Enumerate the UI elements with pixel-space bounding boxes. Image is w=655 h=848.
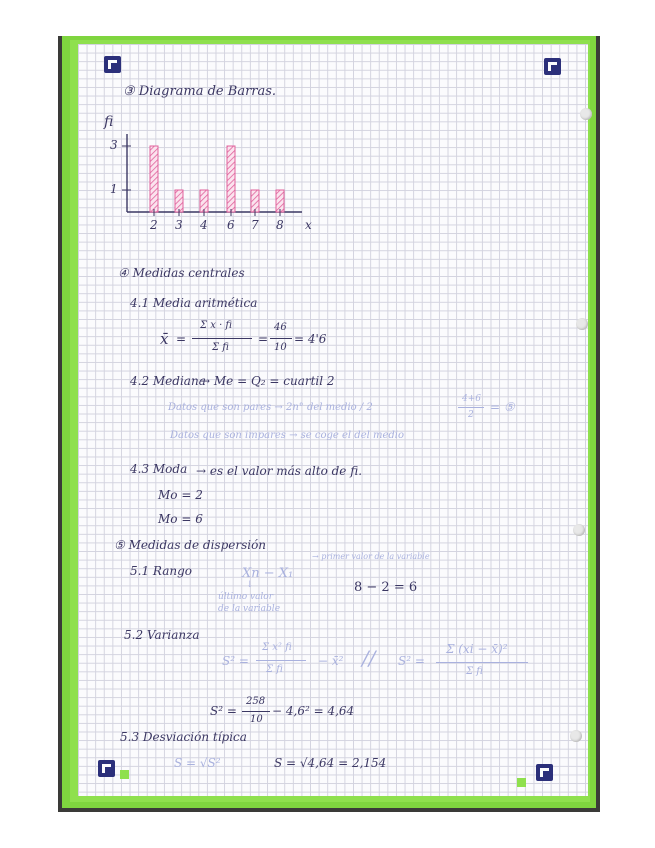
median-fraction-bar (458, 407, 484, 408)
variance-calc-denominator: 10 (250, 714, 263, 725)
median-even-denominator: 2 (468, 410, 474, 420)
bar-8 (276, 190, 284, 212)
range-note-last-1: último valor (218, 592, 274, 602)
x-tick-label-3: 3 (175, 218, 183, 232)
mean-formula-denominator: Σ fi (212, 342, 229, 353)
mean-fraction-bar (192, 338, 252, 339)
mode-definition: → es el valor más alto de fi. (196, 464, 363, 478)
mean-value-fraction-bar (270, 338, 292, 339)
range-result: 8 − 2 = 6 (354, 580, 418, 595)
y-tick-label-3: 3 (110, 138, 118, 152)
mean-result: = 4'6 (294, 332, 327, 346)
x-tick-label-8: 8 (276, 218, 284, 232)
stddev-formula: S = √S² (174, 756, 221, 770)
median-even-rule: Datos que son pares → 2n° del medio / 2 (168, 402, 373, 413)
section-5-title: ⑤ Medidas de dispersión (114, 538, 267, 552)
section-5-3-title: 5.3 Desviación típica (120, 730, 247, 744)
median-even-result: = ⑤ (490, 400, 515, 414)
range-note-last-2: de la variable (218, 604, 281, 614)
mean-formula-numerator: Σ x · fi (200, 320, 233, 331)
variance-denominator: Σ fi (266, 664, 283, 675)
median-formula: → Me = Q₂ = cuartil 2 (200, 374, 335, 388)
variance-fraction-bar (256, 660, 306, 661)
variance-alt-fraction-bar (436, 662, 528, 663)
variance-calc-numerator: 258 (246, 696, 266, 707)
section-4-title: ④ Medidas centrales (118, 266, 245, 280)
chart-y-label: fi (104, 114, 114, 130)
mean-symbol: x̄ (160, 330, 169, 348)
median-odd-rule: Datos que son impares → se coge el del medio (170, 430, 405, 441)
bar-3 (175, 190, 183, 212)
variance-calc-lhs: S² = (210, 704, 237, 718)
stddev-calc: S = √4,64 = 2,154 (274, 756, 387, 770)
mean-eq-2: = (258, 332, 269, 346)
mode-value-2: Mo = 6 (158, 512, 203, 526)
x-tick-label-7: 7 (251, 218, 259, 232)
variance-alt-lhs: S² = (398, 654, 425, 668)
y-tick-label-1: 1 (110, 182, 118, 196)
section-3-title: ③ Diagrama de Barras. (123, 84, 277, 99)
mean-value-denominator: 10 (274, 342, 287, 353)
range-note-arrow: ↓ (246, 580, 254, 590)
mode-value-1: Mo = 2 (158, 488, 203, 502)
variance-calc-tail: − 4,6² = 4,64 (272, 704, 355, 718)
section-4-3-title: 4.3 Moda (130, 462, 188, 476)
variance-tail: − x̄² (318, 654, 344, 668)
mean-value-numerator: 46 (274, 322, 287, 333)
mean-eq: = (176, 332, 187, 346)
bar-2 (150, 146, 158, 212)
range-note-first: → primer valor de la variable (312, 552, 430, 561)
x-tick-label-2: 2 (150, 218, 158, 232)
variance-lhs: S² = (222, 654, 249, 668)
bar-4 (200, 190, 208, 212)
bar-7 (251, 190, 259, 212)
variance-numerator: Σ x² fi (262, 642, 292, 653)
x-tick-label-4: 4 (200, 218, 208, 232)
variance-alt-numerator: Σ (xi − x̄)² (446, 642, 508, 656)
section-5-1-title: 5.1 Rango (130, 564, 192, 578)
chart-x-label: x (305, 218, 312, 232)
variance-alt-denominator: Σ fi (466, 666, 483, 677)
median-even-numerator: 4+6 (462, 394, 481, 404)
variance-separator: // (362, 646, 376, 670)
range-formula: Xn − X₁ (242, 566, 294, 581)
section-4-2-title: 4.2 Mediana (130, 374, 206, 388)
bar-6 (227, 146, 235, 212)
section-4-1-title: 4.1 Media aritmética (130, 296, 258, 310)
x-tick-label-6: 6 (227, 218, 235, 232)
section-5-2-title: 5.2 Varianza (124, 628, 200, 642)
variance-calc-fraction-bar (242, 711, 270, 712)
